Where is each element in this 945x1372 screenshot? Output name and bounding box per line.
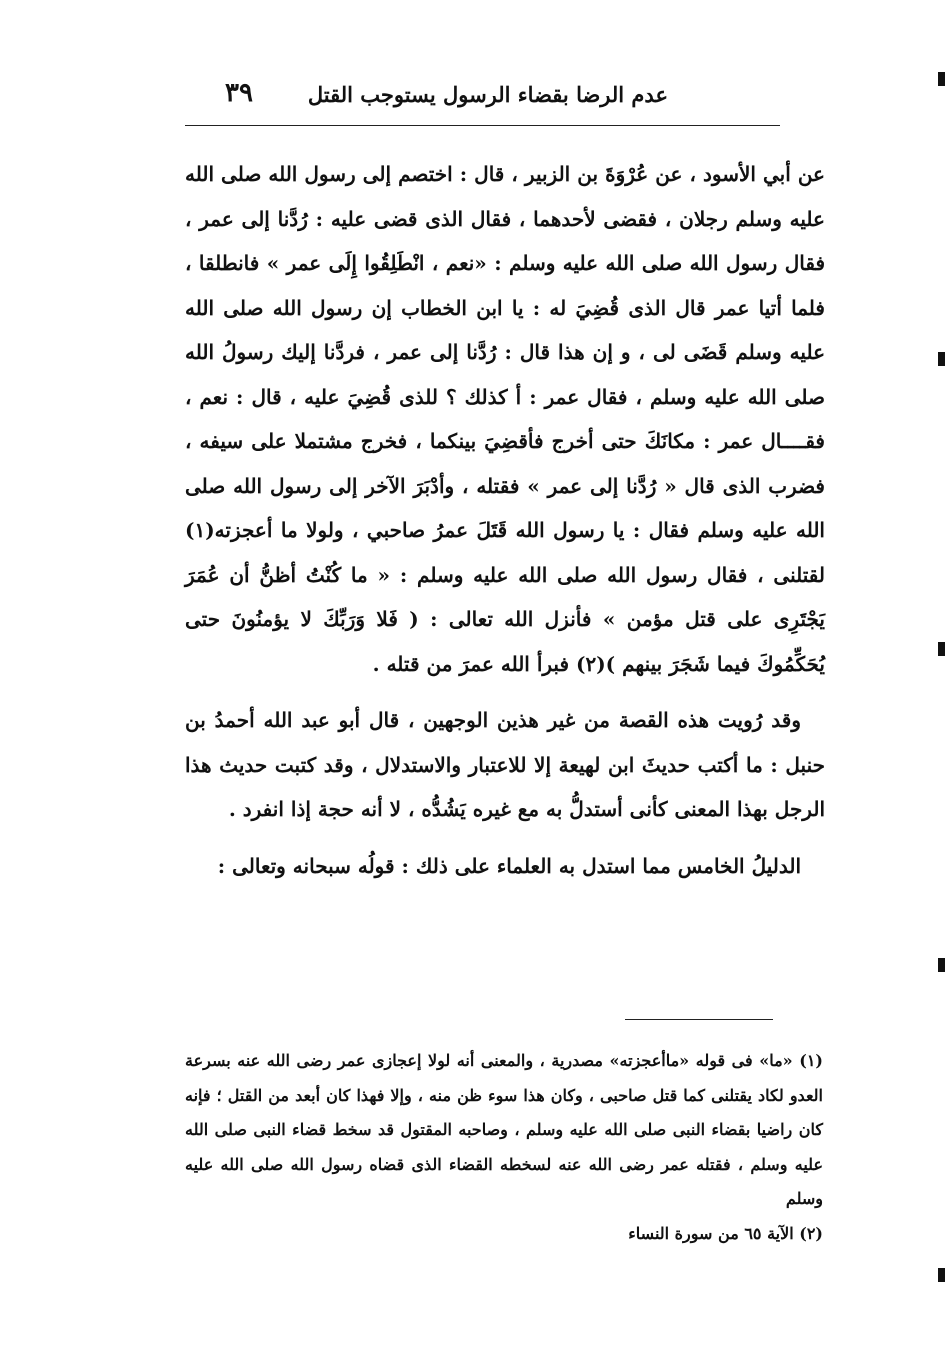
footnote-1: (١) «ما» فى قوله «ماأعجزته» مصدرية ، والمعنى أنه لولا إعجازى عمر رضى الله عنه بسرعة العدو لكاد يقتلنى كما قتل صاحبى ، وكان هذا سوء ظن منه ، وإلا فهذا كان أبعد من القتل ؛ فإنه كان راضيا بقضاء النبى صلى الله عليه وسلم ، وصاحبه المقتول قد سخط قضاء النبى صلى الله عليه وسلم ، فقتله عمر رضى الله عنه لسخطه القضاء الذى قضاه رسول الله صلى الله عليه وسلم bbox=[185, 1051, 823, 1208]
page-header bbox=[185, 78, 780, 122]
scan-edge-mark bbox=[938, 958, 945, 972]
paragraph-fifth-evidence: الدليلُ الخامس مما استدل به العلماء على ذلك : قولُه سبحانه وتعالى : bbox=[217, 853, 801, 878]
paragraph-hadith: عن أبي الأسود ، عن عُرْوَةَ بن الزبير ، قال : اختصم إلى رسول الله صلى الله عليه وسلم رجلان ، فقضى لأحدهما ، فقال الذى قضى عليه : رُدَّنا إلى عمر ، فقال رسول الله صلى الله عليه وسلم : «نعم ، انْطَلِقُوا إِلَى عمر » فانطلقا ، فلما أتيا عمر قال الذى قُضِيَ له : يا ابن الخطاب إن رسول الله صلى الله عليه وسلم قَضَى لى ، و إن هذا قال : رُدَّنا إلى عمر ، فردَّنا إليك رسولُ الله صلى الله عليه وسلم ، فقال عمر : أ كذلك ؟ للذى قُضِيَ عليه ، قال : نعم ، فقــــال عمر : مكانَكَ حتى أخرج فأقضِيَ بينكما ، فخرج مشتملا على سيفه ، فضرب الذى قال « رُدَّنا إلى عمر » فقتله ، وأدْبَرَ الآخر إلى رسول الله صلى الله عليه وسلم فقال : يا رسول الله قَتَلَ عمرُ صاحبي ، ولولا ما أعجزته(١) لقتلنى ، فقال رسول الله صلى الله عليه وسلم : « ما كُنْتُ أظنُّ أن عُمَرَ يَجْتَرِى على قتل مؤمن » فأنزل الله تعالى : ( فَلا وَرَبِّكَ لا يؤمنُونَ حتى يُحَكِّمُوكَ فيما شَجَرَ بينهم )(٢) فبرأ الله عمرَ من قتله . bbox=[185, 162, 825, 676]
scan-edge-mark bbox=[938, 1268, 945, 1282]
footnote-2: (٢) الآية ٦٥ من سورة النساء bbox=[628, 1223, 823, 1243]
scan-edge-mark bbox=[938, 72, 945, 86]
main-text bbox=[185, 152, 825, 888]
paragraph-narrations: وقد رُويت هذه القصة من غير هذين الوجهين ، قال أبو عبد الله أحمدُ بن حنبل : ما أكتب حديثَ ابن لهيعة إلا للاعتبار والاستدلال ، وقد كتبت حديث هذا الرجل بهذا المعنى كأنى أستدلُّ به مع غيره يَشُدُّه ، لا أنه حجة إذا انفرد . bbox=[185, 708, 825, 821]
footnotes bbox=[185, 1044, 823, 1251]
page-number: ٣٩ bbox=[225, 78, 253, 108]
running-title: عدم الرضا بقضاء الرسول يستوجب القتل bbox=[307, 82, 668, 107]
scan-edge-mark bbox=[938, 352, 945, 366]
footnote-rule bbox=[625, 1019, 773, 1020]
scan-edge-mark bbox=[938, 642, 945, 656]
header-rule bbox=[185, 125, 780, 126]
